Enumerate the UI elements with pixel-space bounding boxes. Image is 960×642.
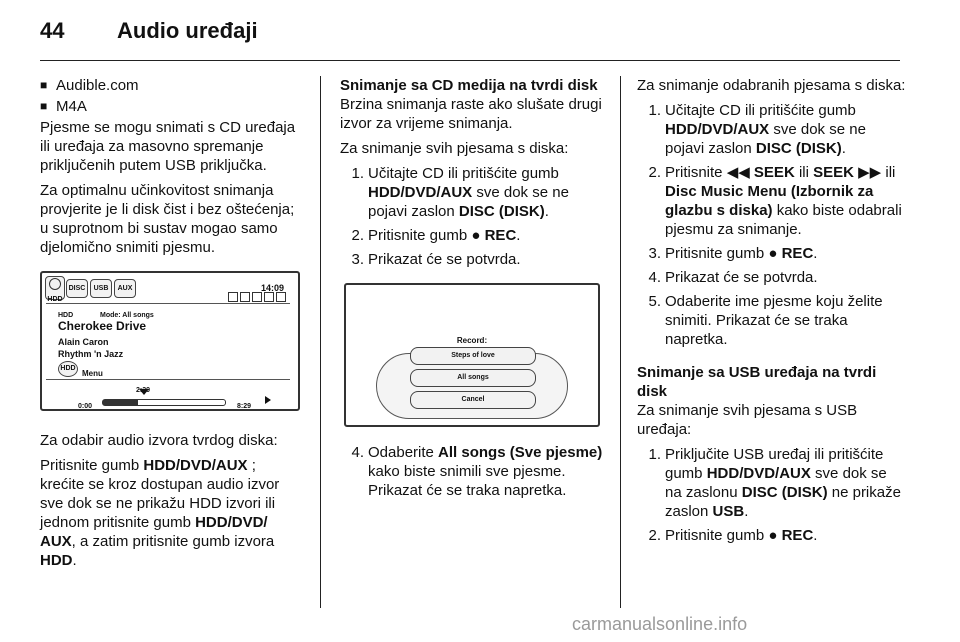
- watermark: carmanualsonline.info: [572, 614, 748, 634]
- status-icon: [252, 292, 262, 302]
- page-header: [0, 0, 960, 62]
- dialog-title: Record:: [456, 336, 488, 345]
- progress-bar: [102, 399, 226, 406]
- steps-list: [340, 164, 605, 269]
- list-item: ■ M4A: [40, 98, 87, 115]
- paragraph: Za odabir audio izvora tvrdog diska:: [40, 432, 278, 449]
- list-item: 1. Učitajte CD ili pritišćite gumb HDD/DVD/AUX sve dok se ne pojavi zaslon DISC (DISK).: [648, 102, 866, 157]
- paragraph: Za snimanje svih pjesama s diska:: [340, 140, 569, 157]
- steps-list: [637, 101, 907, 349]
- current-position: 2:29: [136, 387, 151, 394]
- list-item: 2. Pritisnite gumb ● REC.: [648, 527, 818, 544]
- header-rule: [40, 60, 900, 61]
- list-item: 1. Učitajte CD ili pritišćite gumb HDD/DVD/AUX sve dok se ne pojavi zaslon DISC (DISK).: [351, 165, 569, 220]
- hdd-screen-illustration: [40, 271, 300, 411]
- column-divider-1: [320, 76, 321, 608]
- start-time: 0:00: [78, 403, 93, 410]
- steps-list: [340, 443, 605, 500]
- screen-divider: [46, 379, 290, 380]
- hdd-source-button: HDD: [45, 276, 65, 300]
- mode-label: Mode: All songs: [100, 312, 154, 319]
- list-item: 2. Pritisnite ◀◀ SEEK ili SEEK ▶▶ ili Disc Music Menu (Izbornik za glazbu s diska) kako biste odabrali pjesmu za snimanje.: [648, 164, 902, 238]
- column-3: [637, 76, 907, 551]
- end-time: 8:29: [237, 403, 252, 410]
- list-item: 4. Prikazat će se potvrda.: [648, 269, 818, 286]
- status-icons: [228, 292, 286, 302]
- page-title: Audio uređaji: [117, 18, 258, 43]
- play-icon: [265, 396, 271, 404]
- list-item: ■ Audible.com: [40, 77, 139, 94]
- section-heading: Snimanje sa USB uređaja na tvrdi disk: [637, 364, 877, 400]
- paragraph: Za optimalnu učinkovitost snimanja provjerite je li disk čist i bez oštećenja; u suprotnom bi sustav mogao samo djelomično snimiti pjesmu.: [40, 182, 295, 256]
- paragraph: Pritisnite gumb HDD/DVD/AUX ; krećite se kroz dostupan audio izvor sve dok se ne prikažu HDD izvori ili jednom pritisnite gumb HDD/DVD/ AUX, a zatim pritisnite gumb izvora HDD.: [40, 457, 280, 569]
- disc-icon: [49, 278, 61, 290]
- option-steps-of-love: Steps of love: [410, 347, 536, 365]
- screen-divider: [46, 303, 290, 304]
- position-marker-icon: [139, 389, 149, 395]
- status-icon: [228, 292, 238, 302]
- album-name: Rhythm 'n Jazz: [58, 349, 124, 359]
- list-item: 4. Odaberite All songs (Sve pjesme) kako biste snimili sve pjesme. Prikazat će se traka napretka.: [351, 444, 603, 499]
- section-heading: Snimanje sa CD medija na tvrdi disk: [340, 77, 598, 94]
- status-icon: [276, 292, 286, 302]
- column-divider-2: [620, 76, 621, 608]
- column-2: [340, 76, 605, 506]
- source-label: HDD: [58, 312, 74, 319]
- option-cancel: Cancel: [410, 391, 536, 409]
- menu-label: Menu: [82, 369, 103, 378]
- column-1: [40, 76, 302, 576]
- record-dialog-illustration: [344, 283, 600, 427]
- status-icon: [264, 292, 274, 302]
- paragraph: Za snimanje svih pjesama s USB uređaja:: [637, 402, 858, 438]
- disc-source-button: DISC: [66, 279, 88, 298]
- steps-list: [637, 445, 907, 545]
- list-item: 2. Pritisnite gumb ● REC.: [351, 227, 521, 244]
- usb-source-button: USB: [90, 279, 112, 298]
- list-item: 3. Prikazat će se potvrda.: [351, 251, 521, 268]
- progress-fill: [103, 400, 138, 405]
- list-item: 1. Priključite USB uređaj ili pritišćite gumb HDD/DVD/AUX sve dok se na zaslonu DISC (DISK) ne prikaže zaslon USB.: [648, 446, 901, 520]
- list-item: 5. Odaberite ime pjesme koju želite snimiti. Prikazat će se traka napretka.: [648, 293, 883, 348]
- page-number: 44: [40, 18, 65, 43]
- status-icon: [240, 292, 250, 302]
- artist-name: Alain Caron: [58, 337, 109, 347]
- clock: 14:09: [260, 283, 284, 293]
- paragraph: Za snimanje odabranih pjesama s diska:: [637, 77, 906, 94]
- option-all-songs: All songs: [410, 369, 536, 387]
- hdd-menu-button: HDD: [58, 361, 78, 377]
- paragraph: Pjesme se mogu snimati s CD uređaja ili uređaja za masovno spremanje priključenih putem USB priključka.: [40, 119, 296, 174]
- track-title: Cherokee Drive: [58, 319, 147, 333]
- aux-source-button: AUX: [114, 279, 136, 298]
- list-item: 3. Pritisnite gumb ● REC.: [648, 245, 818, 262]
- paragraph: Brzina snimanja raste ako slušate drugi izvor za vrijeme snimanja.: [340, 96, 602, 132]
